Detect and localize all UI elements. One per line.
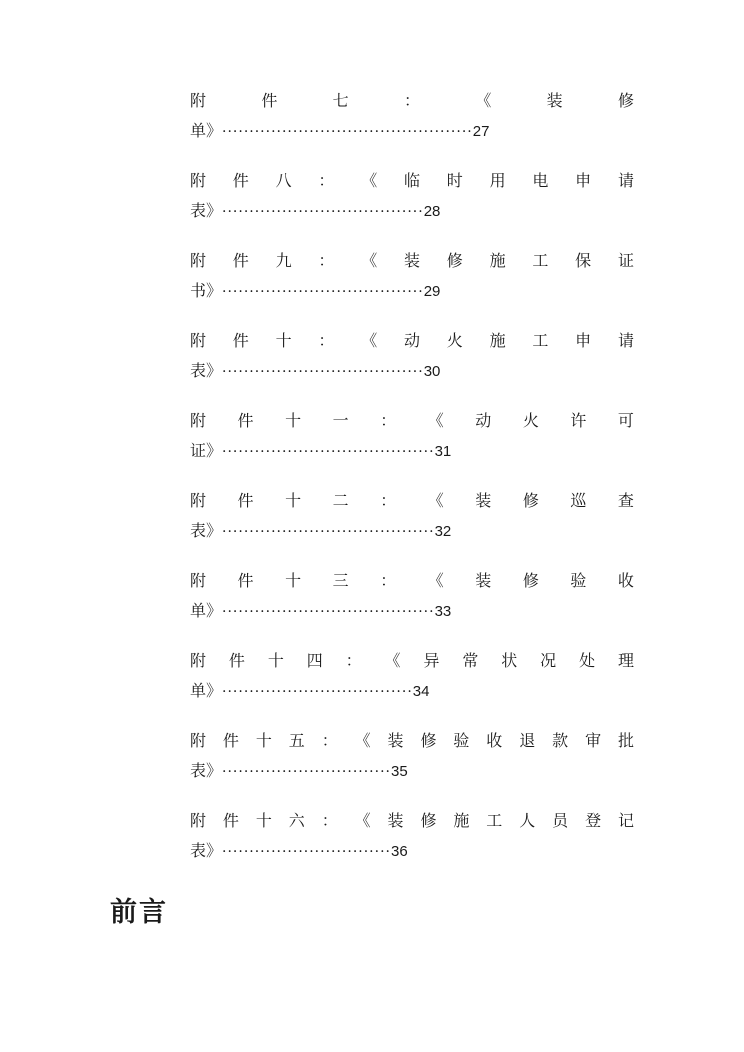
page-number: 33 <box>434 603 452 620</box>
page-number: 27 <box>472 123 490 140</box>
toc-entry[interactable] <box>190 246 634 326</box>
toc-entry[interactable] <box>190 166 634 246</box>
toc-entry-title-end: 单》 <box>190 121 223 140</box>
dot-leader: ····································· <box>222 204 424 220</box>
page-number: 29 <box>423 283 441 300</box>
page-number: 36 <box>390 843 408 860</box>
toc-entry-title-end: 表》 <box>190 361 223 380</box>
page-number: 31 <box>434 443 452 460</box>
toc-entry-continuation <box>190 356 634 386</box>
toc-entry-title-end: 表》 <box>190 841 223 860</box>
toc-entry[interactable] <box>190 326 634 406</box>
toc-entry-title-end: 书》 <box>190 281 223 300</box>
toc-entry[interactable] <box>190 726 634 806</box>
page-number: 34 <box>412 683 430 700</box>
toc-entry-continuation <box>190 116 634 146</box>
dot-leader: ······························· <box>222 844 391 860</box>
table-of-contents <box>190 86 634 886</box>
preface-heading: 前言 <box>110 897 168 928</box>
dot-leader: ····································· <box>222 364 424 380</box>
dot-leader: ····································· <box>222 284 424 300</box>
toc-entry-title: 附 件 十 ： 《 动 火 施 工 申 请 <box>190 331 634 350</box>
toc-entry-continuation <box>190 676 634 706</box>
toc-entry-title: 附 件 九 ： 《 装 修 施 工 保 证 <box>190 251 634 270</box>
toc-entry-title-end: 表》 <box>190 521 223 540</box>
toc-entry-continuation <box>190 276 634 306</box>
dot-leader: ······································· <box>222 444 435 460</box>
toc-entry[interactable] <box>190 646 634 726</box>
toc-entry-title: 附 件 十 四 ： 《 异 常 状 况 处 理 <box>190 651 634 670</box>
dot-leader: ·············································· <box>222 124 473 140</box>
toc-entry-title-end: 单》 <box>190 681 223 700</box>
toc-entry[interactable] <box>190 406 634 486</box>
toc-entry[interactable] <box>190 566 634 646</box>
dot-leader: ··································· <box>222 684 413 700</box>
toc-entry-title: 附 件 七 ： 《 装 修 <box>190 91 634 110</box>
page-number: 32 <box>434 523 452 540</box>
toc-entry[interactable] <box>190 86 634 166</box>
page-number: 35 <box>390 763 408 780</box>
toc-entry-continuation <box>190 516 634 546</box>
toc-entry-title-end: 单》 <box>190 601 223 620</box>
toc-entry-title-end: 证》 <box>190 441 223 460</box>
toc-entry-title: 附 件 十 二 ： 《 装 修 巡 查 <box>190 491 634 510</box>
dot-leader: ······································· <box>222 604 435 620</box>
toc-entry-title-end: 表》 <box>190 201 223 220</box>
toc-entry-title: 附 件 十 五 ： 《 装 修 验 收 退 款 审 批 <box>190 731 634 750</box>
toc-entry-title: 附 件 十 三 ： 《 装 修 验 收 <box>190 571 634 590</box>
toc-entry-continuation <box>190 196 634 226</box>
toc-entry-continuation <box>190 436 634 466</box>
toc-entry-title-end: 表》 <box>190 761 223 780</box>
toc-entry-continuation <box>190 836 634 866</box>
dot-leader: ······························· <box>222 764 391 780</box>
toc-entry[interactable] <box>190 486 634 566</box>
toc-entry-continuation <box>190 596 634 626</box>
page-number: 28 <box>423 203 441 220</box>
toc-entry-continuation <box>190 756 634 786</box>
toc-entry[interactable] <box>190 806 634 886</box>
dot-leader: ······································· <box>222 524 435 540</box>
toc-entry-title: 附 件 十 六 ： 《 装 修 施 工 人 员 登 记 <box>190 811 634 830</box>
page-number: 30 <box>423 363 441 380</box>
toc-entry-title: 附 件 八 ： 《 临 时 用 电 申 请 <box>190 171 634 190</box>
toc-entry-title: 附 件 十 一 ： 《 动 火 许 可 <box>190 411 634 430</box>
